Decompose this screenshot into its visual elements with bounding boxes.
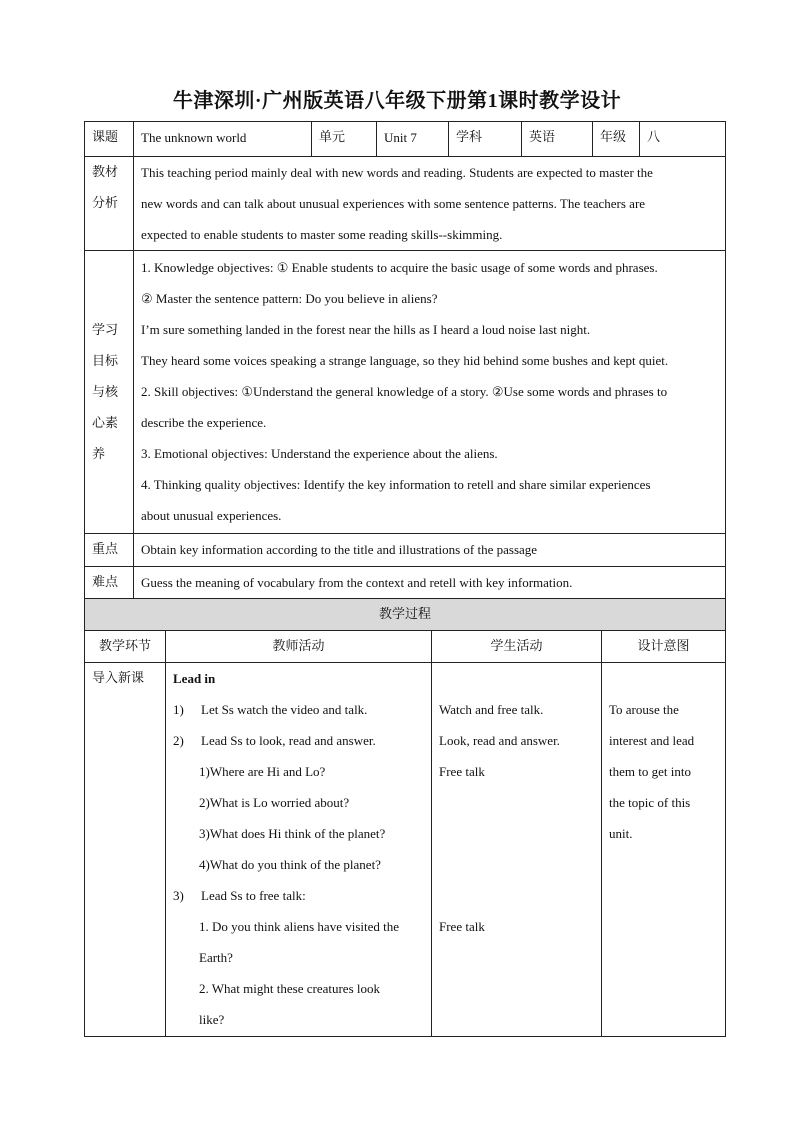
teacher-question: like? (199, 1012, 225, 1027)
key-point-label: 重点 (85, 534, 134, 567)
grade-label: 年级 (593, 122, 640, 157)
intent-line: To arouse the (609, 702, 679, 717)
key-point-row (85, 534, 726, 567)
subject-label: 学科 (449, 122, 522, 157)
column-intent: 设计意图 (602, 631, 726, 663)
teacher-question: Earth? (199, 950, 233, 965)
student-line (439, 818, 594, 849)
topic-label: 课题 (85, 122, 134, 157)
intent-line (609, 663, 718, 694)
analysis-label-1: 教材 (92, 165, 119, 180)
teacher-item: 2) Lead Ss to look, read and answer. (173, 733, 376, 748)
objectives-row (85, 251, 726, 534)
difficult-point-text: Guess the meaning of vocabulary from the context and retell with key information. (134, 567, 726, 600)
column-teacher: 教师活动 (166, 631, 432, 663)
stage-cell: 导入新课 (85, 663, 166, 1037)
objective-line: They heard some voices speaking a strange language, so they hid behind some bushes and kept quiet. (141, 353, 669, 368)
teacher-question: 3)What does Hi think of the planet? (199, 826, 386, 841)
objectives-label-line: 目标 (92, 353, 119, 369)
grade-value: 八 (640, 122, 726, 157)
objective-line: I’m sure something landed in the forest near the hills as I heard a loud noise last night. (141, 322, 591, 337)
student-line (439, 787, 594, 818)
analysis-text (134, 157, 726, 251)
process-heading: 教学过程 (85, 599, 726, 631)
topic-value: The unknown world (134, 122, 312, 157)
objectives-label-line: 与核 (92, 384, 119, 400)
header-row (85, 122, 726, 157)
lesson-info-table (84, 121, 726, 600)
objective-line: describe the experience. (141, 415, 267, 430)
student-line: Free talk (439, 764, 485, 779)
key-point-text: Obtain key information according to the title and illustrations of the passage (134, 534, 726, 567)
teacher-question: 2)What is Lo worried about? (199, 795, 350, 810)
student-line (439, 663, 594, 694)
analysis-line: This teaching period mainly deal with new words and reading. Students are expected to master the (141, 165, 653, 180)
unit-label: 单元 (312, 122, 377, 157)
column-stage: 教学环节 (85, 631, 166, 663)
objectives-text (134, 251, 726, 534)
process-row (85, 663, 726, 1037)
teacher-heading: Lead in (173, 671, 216, 686)
teacher-question: 2. What might these creatures look (199, 981, 380, 996)
process-heading-row (85, 599, 726, 631)
intent-line: interest and lead (609, 733, 695, 748)
objective-line: 2. Skill objectives: ①Understand the general knowledge of a story. ②Use some words and phrases to (141, 384, 668, 399)
analysis-label-2: 分析 (92, 196, 119, 211)
teacher-question: 1. Do you think aliens have visited the (199, 919, 400, 934)
objective-line: 3. Emotional objectives: Understand the experience about the aliens. (141, 446, 498, 461)
objectives-label-line: 养 (92, 446, 106, 462)
intent-cell (602, 663, 726, 1037)
teacher-item: 1) Let Ss watch the video and talk. (173, 702, 368, 717)
teacher-activity-cell (166, 663, 432, 1037)
analysis-line: new words and can talk about unusual experiences with some sentence patterns. The teachers are (141, 196, 646, 211)
column-student: 学生活动 (432, 631, 602, 663)
teacher-question: 4)What do you think of the planet? (199, 857, 381, 872)
objective-line: ② Master the sentence pattern: Do you believe in aliens? (141, 291, 438, 306)
objectives-label (85, 251, 134, 534)
student-line: Watch and free talk. (439, 702, 544, 717)
unit-value: Unit 7 (377, 122, 449, 157)
student-line (439, 849, 594, 880)
objective-line: about unusual experiences. (141, 508, 282, 523)
intent-line: them to get into (609, 764, 691, 779)
objective-line: 1. Knowledge objectives: ① Enable students to acquire the basic usage of some words and phrases. (141, 260, 658, 275)
student-line: Free talk (439, 919, 485, 934)
intent-line: the topic of this (609, 795, 691, 810)
subject-value: 英语 (522, 122, 593, 157)
difficult-point-row (85, 567, 726, 600)
objectives-label-line: 心素 (92, 415, 119, 431)
page-title: 牛津深圳·广州版英语八年级下册第1课时教学设计 (172, 90, 622, 112)
student-line (439, 880, 594, 911)
teaching-process-table (84, 598, 726, 1037)
intent-line: unit. (609, 826, 633, 841)
student-line: Look, read and answer. (439, 733, 560, 748)
objective-line: 4. Thinking quality objectives: Identify the key information to retell and share similar experiences (141, 477, 651, 492)
process-columns-row (85, 631, 726, 663)
analysis-line: expected to enable students to master some reading skills--skimming. (141, 227, 503, 242)
objectives-label-line: 学习 (92, 322, 119, 338)
teacher-item: 3) Lead Ss to free talk: (173, 888, 306, 903)
analysis-row (85, 157, 726, 251)
teacher-question: 1)Where are Hi and Lo? (199, 764, 326, 779)
analysis-label (85, 157, 134, 251)
difficult-point-label: 难点 (85, 567, 134, 600)
student-activity-cell (432, 663, 602, 1037)
